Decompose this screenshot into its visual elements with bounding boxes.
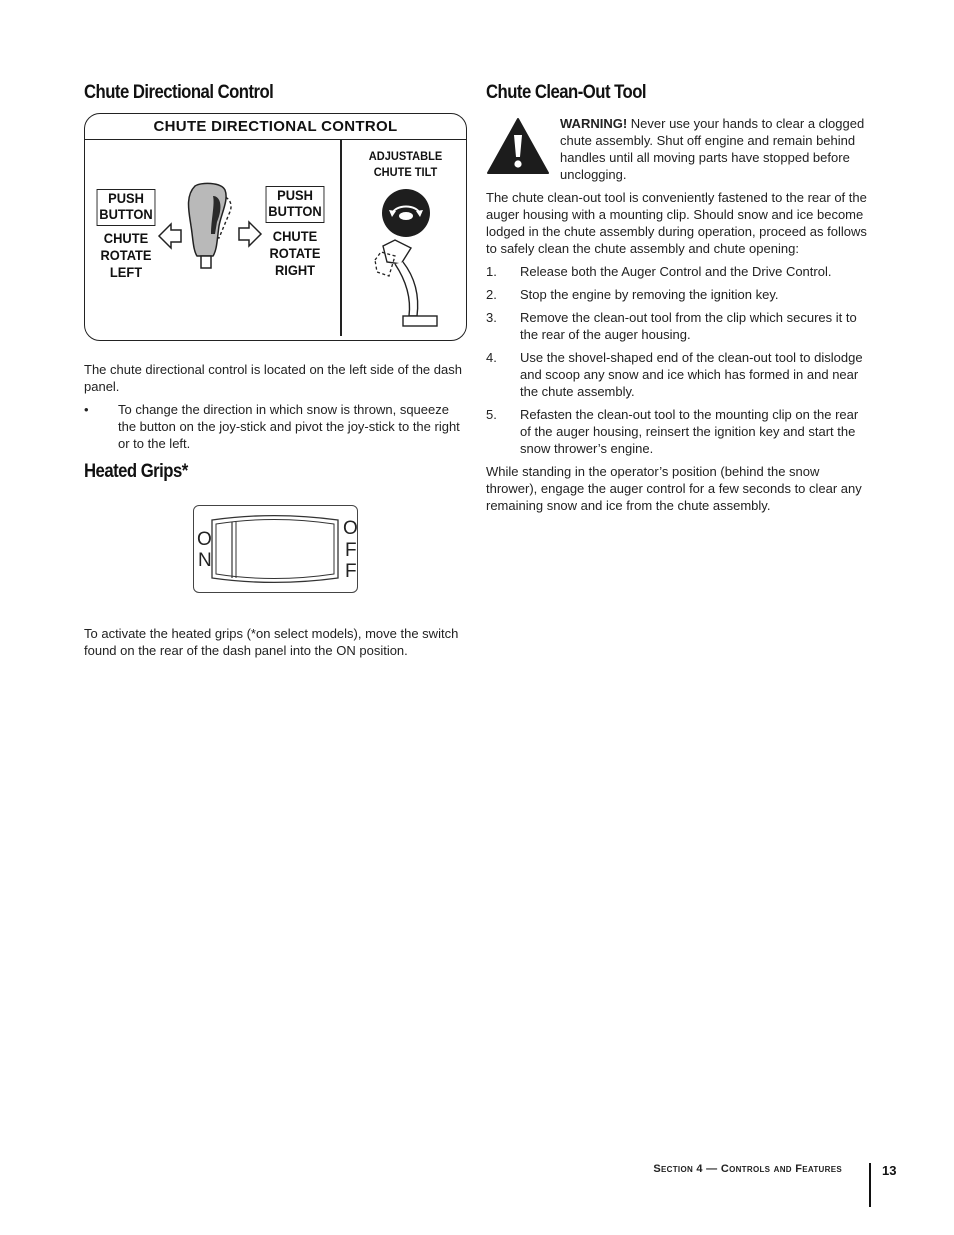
step-number: 4. [486, 350, 497, 365]
push-button-left-label [97, 189, 156, 226]
push-right-line1: PUSH [277, 187, 313, 203]
bullet-marker: • [84, 402, 89, 417]
arrow-right-icon [239, 222, 261, 246]
step-text: Stop the engine by removing the ignition key. [520, 287, 779, 302]
rocker-switch-illustration [194, 506, 357, 592]
rotate-left-line3: LEFT [109, 264, 143, 280]
switch-off-letter-o: O [343, 518, 358, 539]
chute-control-paragraph: The chute directional control is located on the left side of the dash panel. [84, 362, 462, 394]
step-number: 3. [486, 310, 497, 325]
push-left-line1: PUSH [108, 190, 144, 206]
heated-grips-paragraph: To activate the heated grips (*on select models), move the switch found on the rear of the dash panel into the ON position. [84, 626, 459, 658]
chute-control-bullet: To change the direction in which snow is thrown, squeeze the button on the joy-stick and pivot the joy-stick to the right or to the left. [118, 402, 460, 451]
diagram-title: CHUTE DIRECTIONAL CONTROL [85, 114, 466, 140]
switch-on-letter-o: O [197, 529, 212, 550]
push-button-right-label [266, 186, 325, 223]
warning-label: WARNING! [560, 116, 628, 131]
warning-triangle-icon [486, 117, 550, 175]
step-number: 1. [486, 264, 497, 279]
switch-off-letter-f2: F [345, 561, 357, 582]
push-left-line2: BUTTON [99, 206, 153, 222]
step-number: 2. [486, 287, 497, 302]
chute-tilt-illustration [365, 184, 455, 334]
rotate-left-line1: CHUTE [103, 230, 149, 246]
clean-out-closing: While standing in the operator’s position (behind the snow thrower), engage the auger control for a few seconds to clear any remaining snow and ice from the chute assembly. [486, 464, 862, 513]
heated-grips-switch-diagram [193, 505, 358, 593]
clean-out-steps [486, 263, 872, 457]
rotate-right-line1: CHUTE [272, 228, 318, 244]
arrow-left-icon [159, 224, 181, 248]
list-item [486, 309, 872, 343]
joystick-illustration [155, 174, 265, 284]
warning-paragraph [560, 115, 872, 183]
chute-rotate-right-label [263, 228, 327, 279]
list-item [486, 263, 872, 280]
diagram-divider [340, 140, 342, 336]
switch-on-letter-n: N [198, 550, 212, 571]
heading-chute-clean-out-tool: Chute Clean-Out Tool [486, 82, 647, 103]
heading-chute-directional-control: Chute Directional Control [84, 82, 274, 103]
chute-directional-control-diagram [84, 113, 467, 341]
footer-divider [869, 1163, 871, 1207]
footer-section-title: Section 4 — Controls and Features [653, 1163, 842, 1175]
list-item [486, 286, 872, 303]
heading-heated-grips: Heated Grips* [84, 461, 188, 482]
rotate-left-line2: ROTATE [100, 247, 152, 263]
adjustable-chute-tilt-label [357, 148, 454, 180]
step-text: Remove the clean-out tool from the clip which secures it to the rear of the auger housing. [520, 310, 857, 342]
page-number: 13 [882, 1163, 897, 1178]
rotate-right-line3: RIGHT [274, 262, 316, 278]
step-number: 5. [486, 407, 497, 422]
switch-off-letter-f1: F [345, 540, 357, 561]
chute-rotate-left-label [94, 230, 158, 281]
rotate-right-line2: ROTATE [269, 245, 321, 261]
warning-text: Never use your hands to clear a clogged chute assembly. Shut off engine and remain behind handles until all moving parts have stopped before unclogging. [560, 116, 865, 182]
list-item [486, 349, 872, 400]
push-right-line2: BUTTON [268, 203, 322, 219]
clean-out-intro: The chute clean-out tool is conveniently fastened to the rear of the auger housing with a mounting clip. Should snow and ice become lodged in the chute assembly during operation, proceed as follows to safely clean the chute assembly and chute opening: [486, 190, 867, 256]
joystick-knob-icon [189, 183, 227, 256]
list-item [486, 406, 872, 457]
step-text: Release both the Auger Control and the Drive Control. [520, 264, 832, 279]
step-text: Use the shovel-shaped end of the clean-out tool to dislodge and scoop any snow and ice which has formed in and near the chute assembly. [520, 350, 863, 399]
tilt-line1: ADJUSTABLE [368, 149, 443, 163]
step-text: Refasten the clean-out tool to the mounting clip on the rear of the auger housing, reinsert the ignition key and start the snow thrower’s engine. [520, 407, 859, 456]
tilt-line2: CHUTE TILT [373, 165, 438, 179]
